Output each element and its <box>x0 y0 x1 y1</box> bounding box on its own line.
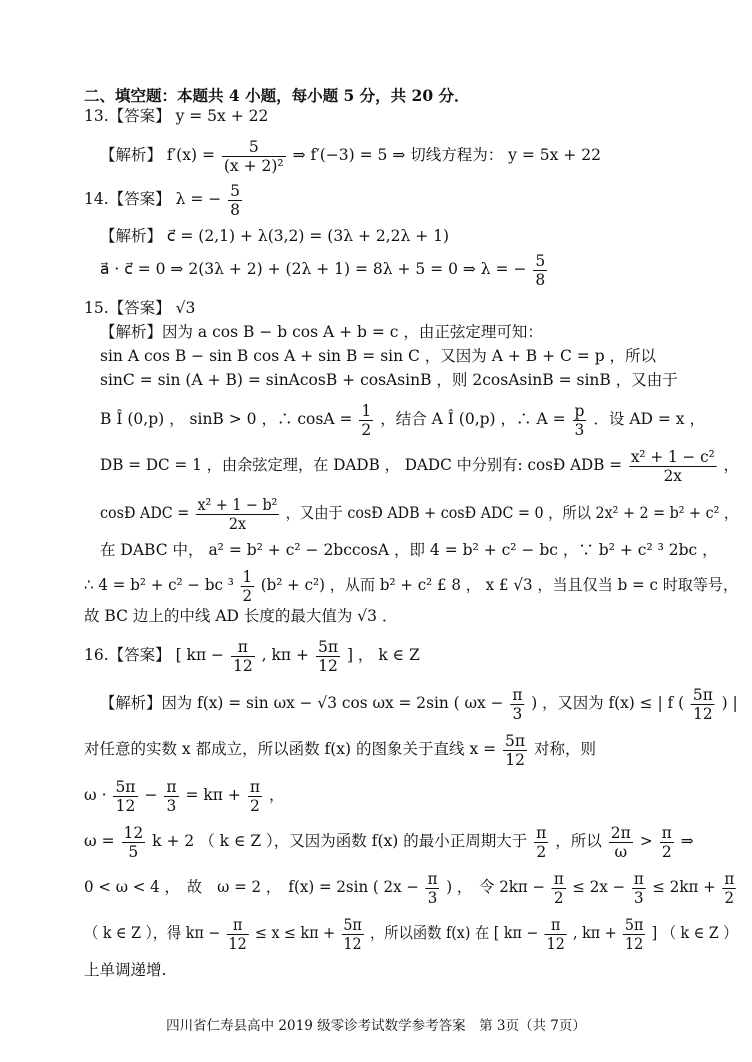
q15-line3: sinC = sin (A + B) = sinAcosB + cosAsinB ，则 2cosAsinB = sinB ，又由于 <box>100 371 678 389</box>
q16-line1: 【解析】因为 f(x) = sin ωx − √3 cos ωx = 2sin ( ωx − $\frac{\pi}{3}$ ) ，又因为 f(x) ≤ | f ( $\frac{5\pi}{12}$ ) | <box>100 685 738 723</box>
q15-line6: cosÐ ADC = $\frac{\text{x² + 1 − b²}}{2x}$ ，又由于 cosÐ ADB + cosÐ ADC = 0 ，所以 2x² + 2 = b² + c² ， <box>100 495 739 533</box>
q14-analysis-line1: 【解析】 c⃗ = (2,1) + λ(3,2) = (3λ + 2,2λ + 1) <box>100 227 450 245</box>
q16-answer: 16.【答案】 [ kπ − $\frac{\pi}{12}$ , kπ + $\frac{5\pi}{12}$ ] ， k ∈ Z <box>84 637 420 675</box>
q13-answer: 13.【答案】 y = 5x + 22 <box>84 107 269 125</box>
q15-line7: 在 DABC 中， a² = b² + c² − 2bccosA ，即 4 = b² + c² − bc ，∵ b² + c² ³ 2bc ， <box>100 541 718 559</box>
q16-line3: ω · $\frac{5\pi}{12}$ − $\frac{\pi}{3}$ = kπ + $\frac{\pi}{2}$ ， <box>84 777 285 815</box>
q16-line5: 0 < ω < 4 ， 故 ω = 2 ， f(x) = 2sin ( 2x − $\frac{\pi}{3}$ ) ， 令 2kπ − $\frac{\pi}{2}$ ≤ 2x − $\frac{\pi}{3}$ ≤ 2kπ + $\frac{\pi}{2}$ <box>84 869 735 907</box>
q15-line8: ∴ 4 = b² + c² − bc ³ $\frac{1}{2}$ (b² + c²) ，从而 b² + c² £ 8 ， x £ √3 ，当且仅当 b = c 时取等号， <box>84 567 739 605</box>
q16-line6: （ k ∈ Z ），得 kπ − $\frac{\pi}{12}$ ≤ x ≤ kπ + $\frac{5\pi}{12}$ ，所以函数 f(x) 在 [ kπ − $\frac{\pi}{12}$ , kπ + $\frac{5\pi}{12}$ ] （ k ∈ Z ） <box>84 915 738 953</box>
q14-answer: 14.【答案】 λ = − $\frac{5}{8}$ <box>84 181 241 219</box>
q15-line9: 故 BC 边上的中线 AD 长度的最大值为 √3 ． <box>84 607 398 625</box>
q15-line5: DB = DC = 1 ，由余弦定理，在 DADB ， DADC 中分别有: cosÐ ADB = $\frac{\text{x² + 1 − c²}}{2x}$ ， <box>100 447 739 485</box>
q15-line1: 【解析】因为 a cos B − b cos A + b = c ，由正弦定理可知： <box>100 323 543 341</box>
section-header: 二、填空题：本题共 4 小题，每小题 5 分，共 20 分． <box>84 86 470 105</box>
q13-analysis: 【解析】 f′(x) = $\frac{5}{\text{(x + 2)²}}$ ⇒ f′(−3) = 5 ⇒ 切线方程为： y = 5x + 22 <box>100 137 601 175</box>
q13-fraction: $\frac{5}{\text{(x + 2)²}}$ <box>223 137 284 175</box>
q16-line4: ω = $\frac{12}{5}$ k + 2 （ k ∈ Z ），又因为函数 f(x) 的最小正周期大于 $\frac{\pi}{2}$ ，所以 $\frac{2\pi}{\omega}$ > $\frac{\pi}{2}$ ⇒ <box>84 823 694 861</box>
q15-answer: 15.【答案】 √3 <box>84 299 196 317</box>
q15-line4: B Î (0,p) ， sinB > 0 ，∴ cosA = $\frac{1}{2}$ ，结合 A Î (0,p) ，∴ A = $\frac{p}{3}$ ．设 AD = x ， <box>100 401 705 439</box>
page-footer: 四川省仁寿县高中 2019 级零诊考试数学参考答案 第 3页（共 7页） <box>166 1018 586 1034</box>
q16-line2: 对任意的实数 x 都成立，所以函数 f(x) 的图象关于直线 x = $\frac{5\pi}{12}$ 对称，则 <box>84 731 597 769</box>
q14-analysis-line2: a⃗ · c⃗ = 0 ⇒ 2(3λ + 2) + (2λ + 1) = 8λ + 5 = 0 ⇒ λ = − $\frac{5}{8}$ <box>100 251 546 289</box>
q15-line2: sin A cos B − sin B cos A + sin B = sin C ，又因为 A + B + C = p ，所以 <box>100 347 657 365</box>
q16-line7: 上单调递增. <box>84 961 167 979</box>
